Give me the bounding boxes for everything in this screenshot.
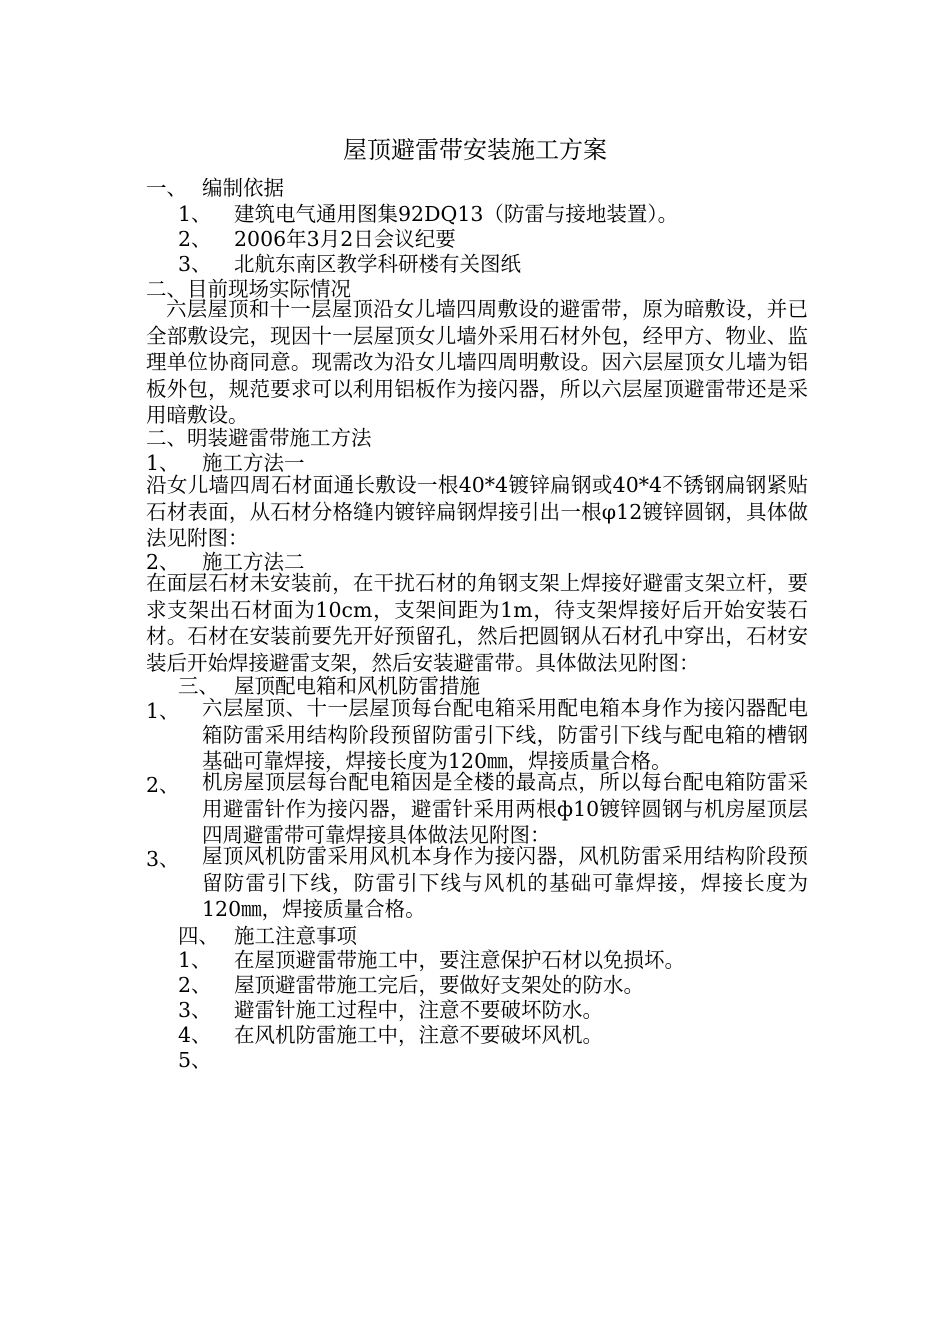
method-1-title: 施工方法一	[202, 451, 305, 475]
measure-1-number: 1、	[146, 699, 180, 723]
method-1-number: 1、	[146, 451, 180, 475]
section-1-heading: 编制依据	[202, 176, 284, 200]
section-4-heading: 屋顶配电箱和风机防雷措施	[234, 674, 480, 698]
method-2-text: 在面层石材未安装前，在干扰石材的角钢支架上焊接好避雷支架立杆，要求支架出石材面为10cm，支架间距为1m，待支架焊接好后开始安装石材。石材在安装前要先开好预留孔，然后把圆钢从石材孔中穿出，石材安装后开始焊接避雷支架，然后安装避雷带。具体做法见附图：	[146, 571, 808, 675]
note-3-number: 3、	[178, 998, 212, 1022]
section-5-number: 四、	[178, 924, 219, 948]
method-2-title: 施工方法二	[202, 550, 305, 574]
measure-3-text: 屋顶风机防雷采用风机本身作为接闪器，风机防雷采用结构阶段预留防雷引下线，防雷引下线与风机的基础可靠焊接，焊接长度为120㎜，焊接质量合格。	[202, 844, 808, 921]
section-2-paragraph: 六层屋顶和十一层屋顶沿女儿墙四周敷设的避雷带，原为暗敷设，并已全部敷设完，现因十一层屋顶女儿墙外采用石材外包，经甲方、物业、监理单位协商同意。现需改为沿女儿墙四周明敷设。因六层屋顶女儿墙为铝板外包，规范要求可以利用铝板作为接闪器，所以六层屋顶避雷带还是采用暗敷设。	[146, 297, 808, 427]
section-3-heading: 二、明装避雷带施工方法	[146, 426, 372, 450]
measure-1-text: 六层屋顶、十一层屋顶每台配电箱采用配电箱本身作为接闪器配电箱防雷采用结构阶段预留防雷引下线，防雷引下线与配电箱的槽钢基础可靠焊接，焊接长度为120㎜，焊接质量合格。	[202, 696, 808, 773]
method-1-text: 沿女儿墙四周石材面通长敷设一根40*4镀锌扁钢或40*4不锈钢扁钢紧贴石材表面，从石材分格缝内镀锌扁钢焊接引出一根φ12镀锌圆钢，具体做法见附图：	[146, 473, 808, 550]
section-1-item-1-number: 1、	[178, 202, 212, 226]
note-1-text: 在屋顶避雷带施工中，要注意保护石材以免损坏。	[234, 948, 685, 972]
note-2-text: 屋顶避雷带施工完后，要做好支架处的防水。	[234, 973, 644, 997]
note-3-text: 避雷针施工过程中，注意不要破坏防水。	[234, 998, 603, 1022]
section-5-heading: 施工注意事项	[234, 924, 357, 948]
measure-2-number: 2、	[146, 773, 180, 797]
note-2-number: 2、	[178, 973, 212, 997]
section-1-item-3-text: 北航东南区教学科研楼有关图纸	[234, 252, 521, 276]
note-1-number: 1、	[178, 948, 212, 972]
section-1-item-1-text: 建筑电气通用图集92DQ13（防雷与接地装置）。	[234, 202, 679, 226]
section-1-item-2-number: 2、	[178, 227, 212, 251]
section-1-item-3-number: 3、	[178, 252, 212, 276]
section-2-heading: 二、目前现场实际情况	[146, 277, 351, 301]
section-1-number: 一、	[146, 176, 187, 200]
note-5-number: 5、	[178, 1048, 212, 1072]
measure-3-number: 3、	[146, 847, 180, 871]
measure-2-text: 机房屋顶层每台配电箱因是全楼的最高点，所以每台配电箱防雷采用避雷针作为接闪器，避雷针采用两根ф10镀锌圆钢与机房屋顶层四周避雷带可靠焊接具体做法见附图：	[202, 770, 808, 847]
note-4-number: 4、	[178, 1023, 212, 1047]
note-4-text: 在风机防雷施工中，注意不要破坏风机。	[234, 1023, 603, 1047]
section-1-item-2-text: 2006年3月2日会议纪要	[234, 227, 456, 251]
method-2-number: 2、	[146, 550, 180, 574]
document-title: 屋顶避雷带安装施工方案	[343, 136, 607, 164]
section-4-number: 三、	[178, 674, 219, 698]
